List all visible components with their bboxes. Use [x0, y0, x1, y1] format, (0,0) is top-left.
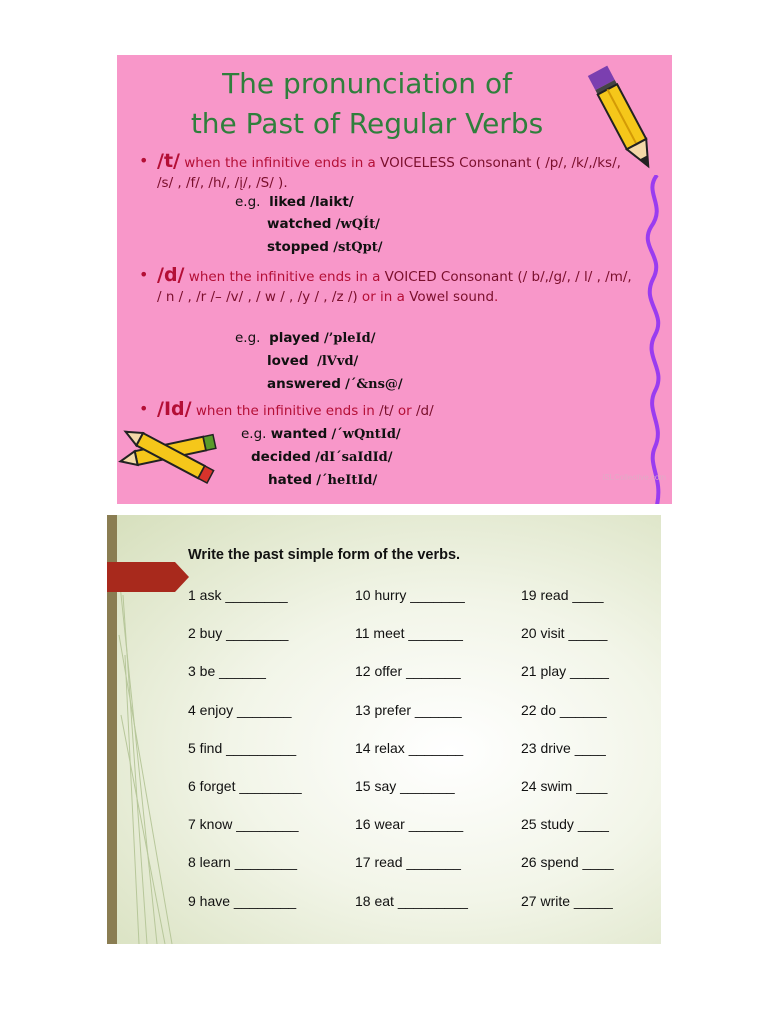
verb-item[interactable]: 15 say _______ — [355, 777, 455, 794]
example-word: loved — [267, 353, 309, 369]
example-word: decided — [251, 449, 311, 465]
example-ipa: /stQpt/ — [333, 240, 383, 255]
verb-item[interactable]: 13 prefer ______ — [355, 701, 462, 718]
examples-d — [235, 327, 403, 396]
rule-text: . — [494, 289, 499, 305]
slide-title-line1: The pronunciation of — [222, 67, 512, 100]
bullet-icon: • — [139, 151, 149, 170]
rule-text: when the infinitive ends in a — [179, 155, 381, 171]
example-word: stopped — [267, 239, 329, 255]
verb-item[interactable]: 8 learn ________ — [188, 854, 297, 871]
verb-item[interactable]: 3 be ______ — [188, 663, 266, 680]
example-word: answered — [267, 376, 341, 392]
verb-item[interactable]: 7 know ________ — [188, 816, 299, 833]
example-word: liked — [269, 194, 306, 210]
verb-item[interactable]: 12 offer _______ — [355, 663, 461, 680]
pronunciation-slide — [117, 55, 672, 504]
rule-text: when the infinitive ends in a — [184, 269, 385, 285]
rule-keyword: VOICED Consonant — [384, 269, 514, 285]
rule-keyword: VOICELESS Consonant — [380, 155, 532, 171]
eg-label: e.g. — [235, 194, 261, 210]
verb-item[interactable]: 20 visit _____ — [521, 625, 608, 642]
verb-item[interactable]: 25 study ____ — [521, 816, 609, 833]
verb-item[interactable]: 16 wear _______ — [355, 816, 464, 833]
eg-label: e.g. — [235, 330, 261, 346]
sound-id: /Id/ — [157, 398, 192, 420]
verb-item[interactable]: 24 swim ____ — [521, 777, 608, 794]
verb-column-1 — [188, 585, 302, 929]
worksheet-slide — [107, 515, 661, 944]
examples-t — [235, 191, 382, 259]
verb-item[interactable]: 4 enjoy _______ — [188, 701, 292, 718]
verb-item[interactable]: 11 meet _______ — [355, 625, 463, 642]
rule-keyword: /t/ — [379, 403, 394, 419]
verb-item[interactable]: 18 eat _________ — [355, 892, 468, 909]
example-ipa: /laikt/ — [310, 194, 354, 210]
example-ipa: /´wQntId/ — [331, 427, 401, 442]
verb-item[interactable]: 9 have ________ — [188, 892, 297, 909]
consonant-list: ( /p/, /k/,/ks/, /s/ , /f/, /h/, /į/, /S/ ). — [157, 155, 621, 191]
example-ipa: /wQÍt/ — [335, 217, 380, 232]
worksheet-title: Write the past simple form of the verbs. — [188, 547, 461, 563]
sound-t: /t/ — [157, 150, 180, 172]
example-ipa: /´heItId/ — [316, 473, 378, 488]
rule-d — [139, 264, 637, 307]
squiggle-decoration — [637, 175, 672, 504]
verb-item[interactable]: 23 drive ____ — [521, 739, 606, 756]
verb-item[interactable]: 1 ask ________ — [188, 587, 288, 603]
bullet-icon: • — [139, 399, 149, 418]
sound-d: /d/ — [157, 264, 185, 286]
example-word: watched — [267, 216, 332, 232]
verb-item[interactable]: 27 write _____ — [521, 892, 613, 909]
watermark: iSLCollective.com — [602, 473, 666, 482]
verb-column-3 — [521, 585, 614, 929]
rule-text: or in a — [357, 289, 410, 305]
rule-t — [139, 150, 627, 193]
verb-item[interactable]: 26 spend ____ — [521, 854, 614, 871]
verb-item[interactable]: 14 relax _______ — [355, 739, 464, 756]
example-ipa: /dI´saIdId/ — [315, 450, 393, 465]
example-ipa: /´&ns@/ — [345, 377, 403, 392]
red-pennant-icon — [107, 562, 189, 592]
example-word: hated — [268, 472, 312, 488]
example-ipa: /lVvd/ — [317, 354, 359, 369]
verb-item[interactable]: 22 do ______ — [521, 701, 607, 718]
verb-item[interactable]: 2 buy ________ — [188, 625, 289, 642]
verb-item[interactable]: 5 find _________ — [188, 739, 297, 756]
verb-item[interactable]: 6 forget ________ — [188, 777, 302, 794]
example-word: played — [269, 330, 320, 346]
rule-text: when the infinitive ends in — [191, 403, 380, 419]
example-word: wanted — [270, 426, 328, 442]
rule-text: or — [393, 403, 416, 419]
consonant-list: (/ b/,/g/, / l/ , /m/, / n / , /r /– /v/ , / w / , /y / , /z /) — [157, 269, 632, 305]
verb-item[interactable]: 17 read _______ — [355, 854, 461, 871]
rule-keyword: /d/ — [415, 403, 434, 419]
verb-column-2 — [355, 585, 468, 929]
crossed-pencils-icon — [117, 413, 232, 503]
examples-id — [241, 423, 401, 492]
verb-item[interactable]: 21 play _____ — [521, 663, 609, 680]
example-ipa: /’pleId/ — [323, 331, 376, 346]
eg-label: e.g. — [241, 426, 267, 442]
verb-item[interactable]: 19 read ____ — [521, 587, 604, 603]
slide-title-line2: the Past of Regular Verbs — [190, 107, 544, 140]
rule-keyword: Vowel sound — [409, 289, 495, 305]
bullet-icon: • — [139, 265, 149, 284]
verb-item[interactable]: 10 hurry _______ — [355, 587, 465, 603]
